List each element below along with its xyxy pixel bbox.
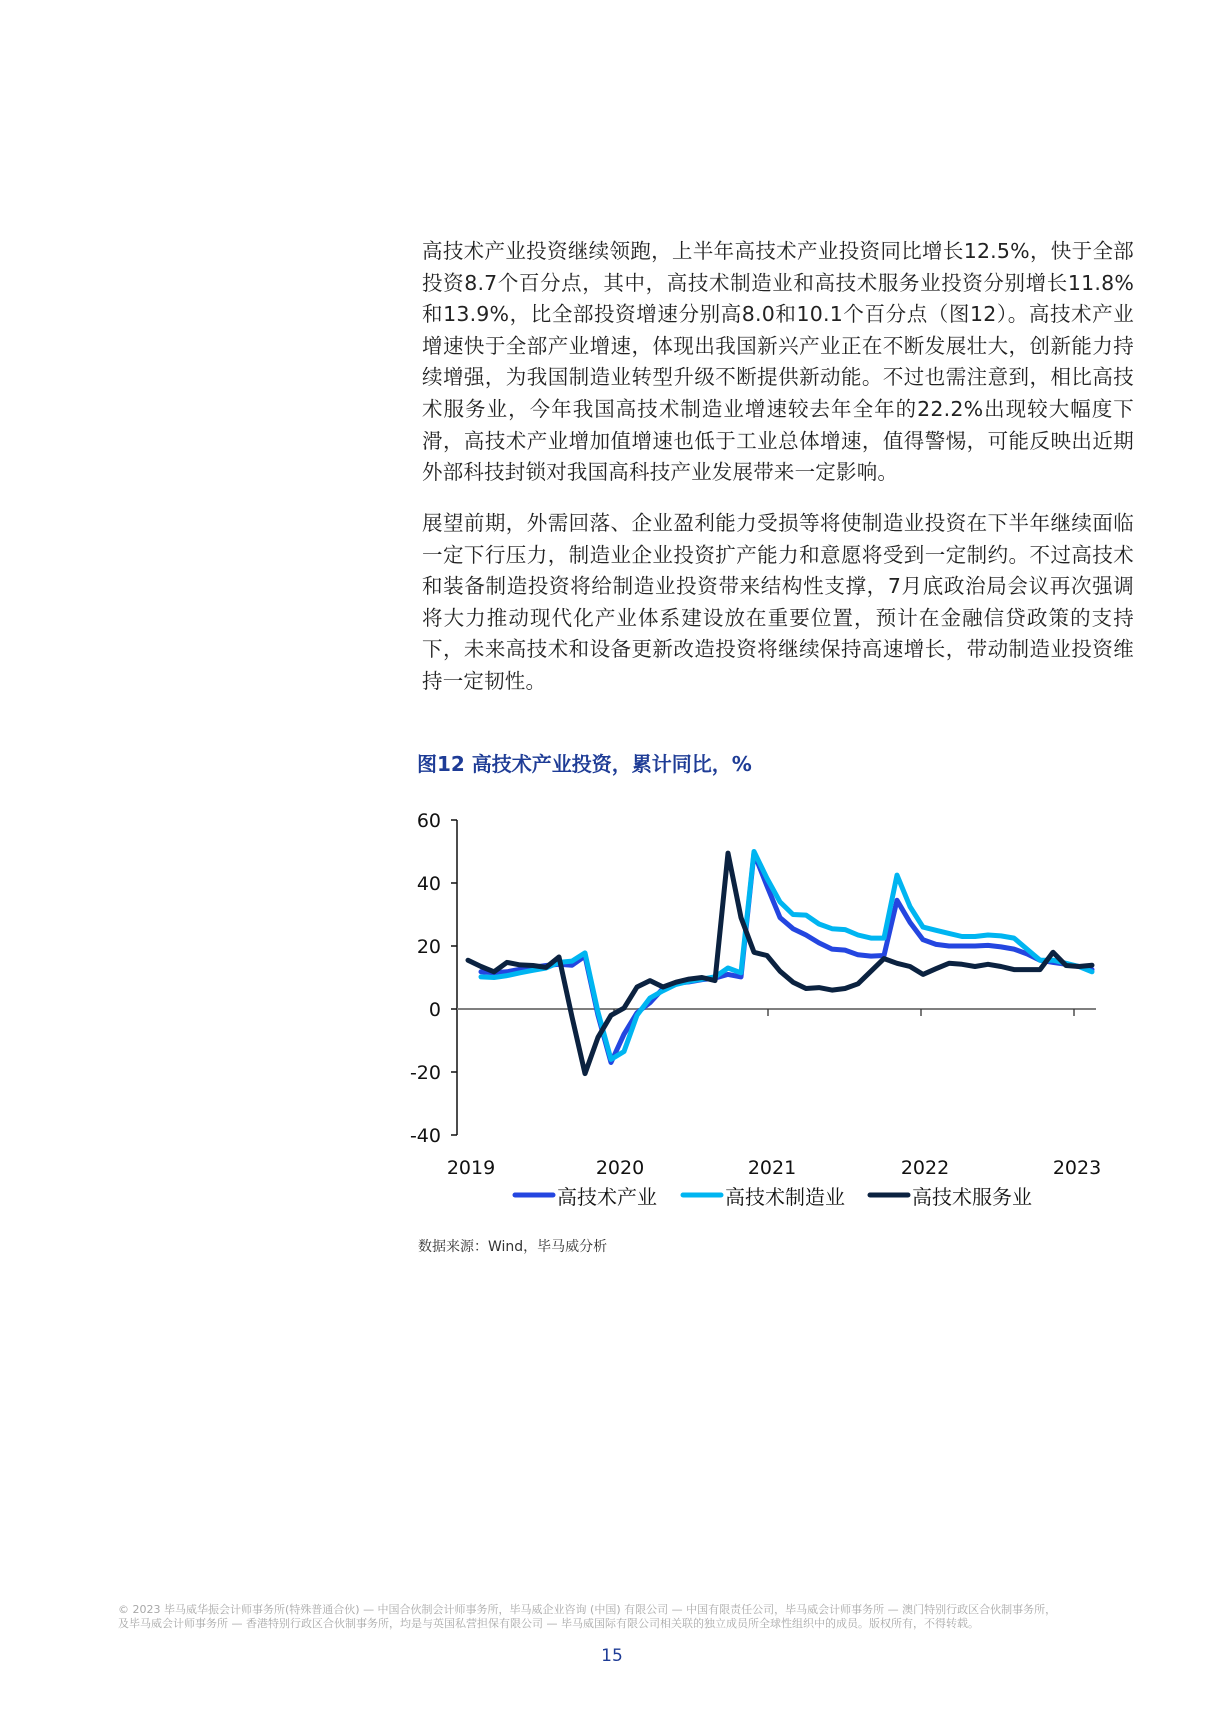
legend-label: 高技术产业	[557, 1185, 657, 1209]
y-tick-label: 20	[416, 936, 441, 958]
y-tick-label: 60	[416, 810, 441, 832]
y-axis	[410, 810, 457, 1147]
x-tick-label: 2021	[747, 1157, 797, 1179]
page-number: 15	[601, 1646, 623, 1666]
legend-label: 高技术制造业	[725, 1185, 845, 1209]
series-lines	[468, 852, 1092, 1074]
y-tick-label: 0	[428, 999, 441, 1021]
x-tick-label: 2019	[446, 1157, 496, 1179]
chart-legend	[515, 1185, 1032, 1209]
y-tick-label: -40	[409, 1125, 441, 1147]
x-tick-label: 2022	[900, 1157, 950, 1179]
y-tick-label: 40	[416, 873, 441, 895]
x-axis	[447, 1009, 1101, 1179]
footer-copyright	[118, 1603, 1128, 1631]
x-tick-label: 2023	[1052, 1157, 1102, 1179]
figure-title: 图12 高技术产业投资，累计同比，%	[417, 752, 752, 776]
body-paragraph-1: 高技术产业投资继续领跑，上半年高技术产业投资同比增长12.5%，快于全部投资8.7个百分点，其中，高技术制造业和高技术服务业投资分别增长11.8%和13.9%，比全部投资增速分别高8.0和10.1个百分点（图12）。高技术产业增速快于全部产业增速，体现出我国新兴产业正在不断发展壮大，创新能力持续增强，为我国制造业转型升级不断提供新动能。不过也需注意到，相比高技术服务业，今年我国高技术制造业增速较去年全年的22.2%出现较大幅度下滑，高技术产业增加值增速也低于工业总体增速，值得警惕，可能反映出近期外部科技封锁对我国高科技产业发展带来一定影响。	[422, 239, 1134, 485]
y-tick-label: -20	[409, 1062, 441, 1084]
x-tick-label: 2020	[595, 1157, 645, 1179]
series-line	[468, 853, 1092, 1074]
data-source-note: 数据来源：Wind，毕马威分析	[418, 1239, 608, 1255]
footer-line-1: © 2023 毕马威华振会计师事务所(特殊普通合伙) — 中国合伙制会计师事务所，毕马威企业咨询 (中国) 有限公司 — 中国有限责任公司，毕马威会计师事务所 — 澳门特别行政区合伙制事务所，	[118, 1603, 1057, 1616]
legend-label: 高技术服务业	[912, 1185, 1032, 1209]
body-paragraph-2: 展望前期，外需回落、企业盈利能力受损等将使制造业投资在下半年继续面临一定下行压力，制造业企业投资扩产能力和意愿将受到一定制约。不过高技术和装备制造投资将给制造业投资带来结构性支撑，7月底政治局会议再次强调将大力推动现代化产业体系建设放在重要位置，预计在金融信贷政策的支持下，未来高技术和设备更新改造投资将继续保持高速增长，带动制造业投资维持一定韧性。	[422, 511, 1134, 693]
footer-line-2: 及毕马威会计师事务所 — 香港特别行政区合伙制事务所，均是与英国私营担保有限公司 — 毕马威国际有限公司相关联的独立成员所全球性组织中的成员。版权所有，不得转载。	[118, 1617, 979, 1630]
